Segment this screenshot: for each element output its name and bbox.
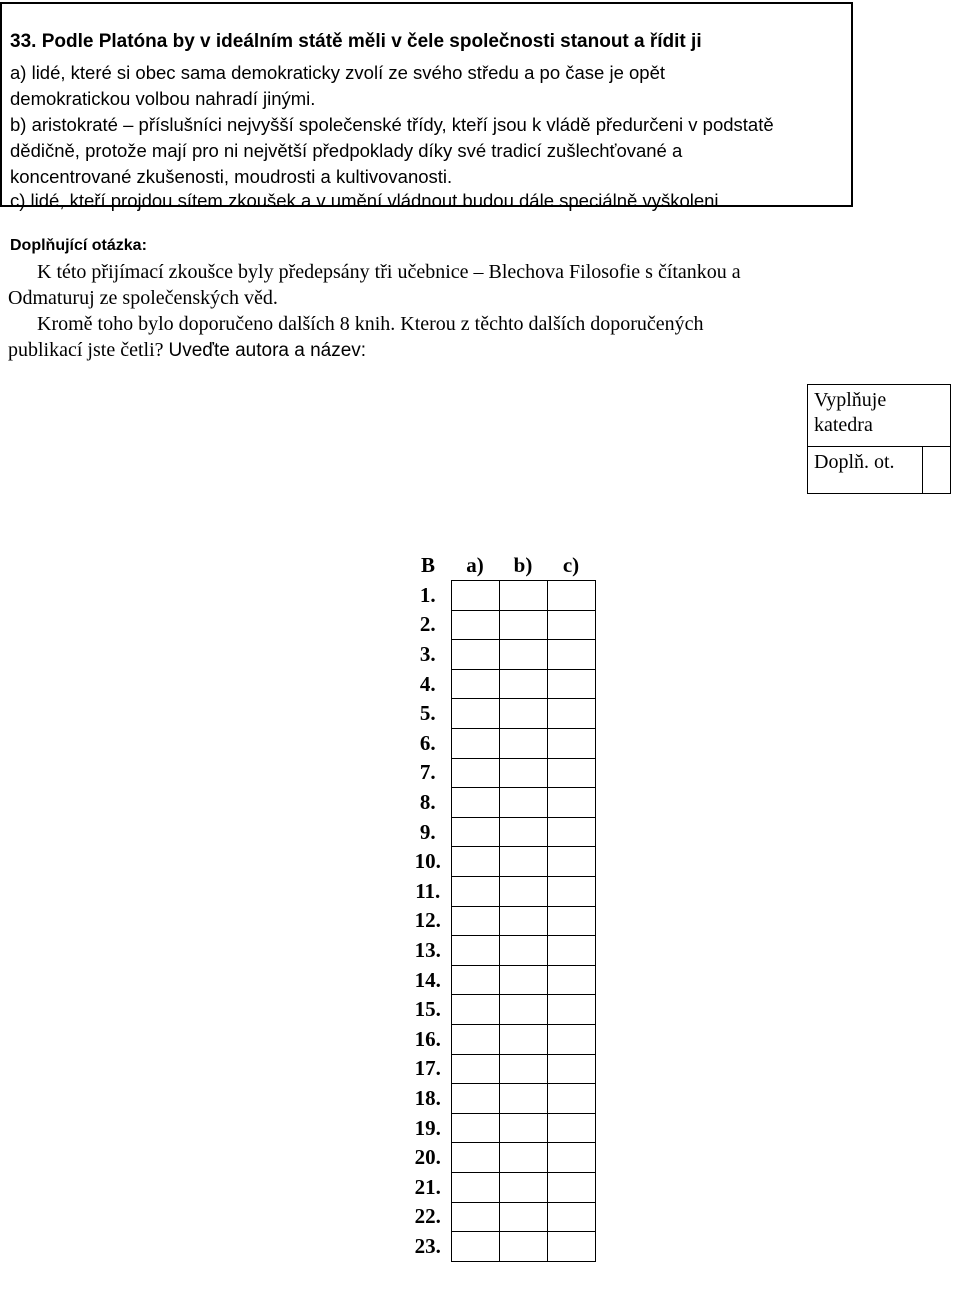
- katedra-header-line2: katedra: [814, 414, 873, 436]
- row-number: 23.: [414, 1233, 441, 1258]
- answer-cell-c[interactable]: [547, 581, 595, 611]
- answer-cell-b[interactable]: [499, 1143, 547, 1173]
- katedra-header-line1: Vyplňuje: [814, 389, 887, 411]
- answer-table-header-a: a): [466, 553, 484, 578]
- table-row: [405, 906, 595, 936]
- answer-table-header-row: [405, 551, 595, 581]
- table-row: [405, 1143, 595, 1173]
- answer-cell-c[interactable]: [547, 1143, 595, 1173]
- answer-cell-b[interactable]: [499, 610, 547, 640]
- table-row: [405, 640, 595, 670]
- answer-cell-c[interactable]: [547, 1172, 595, 1202]
- answer-cell-c[interactable]: [547, 640, 595, 670]
- answer-cell-c[interactable]: [547, 847, 595, 877]
- question-title: 33. Podle Platóna by v ideálním státě měli v čele společnosti stanout a řídit ji: [10, 31, 702, 52]
- answer-cell-c[interactable]: [547, 1113, 595, 1143]
- answer-cell-a[interactable]: [451, 669, 499, 699]
- katedra-row-label: Doplň. ot.: [808, 447, 923, 494]
- row-number: 4.: [419, 671, 436, 696]
- answer-cell-b[interactable]: [499, 936, 547, 966]
- answer-cell-a[interactable]: [451, 1232, 499, 1262]
- answer-cell-a[interactable]: [451, 1084, 499, 1114]
- table-row: [405, 581, 595, 611]
- answer-cell-c[interactable]: [547, 610, 595, 640]
- row-number: 9.: [419, 819, 436, 844]
- table-row: [405, 877, 595, 907]
- option-b-line1: b) aristokraté – příslušníci nejvyšší společenské třídy, kteří jsou k vládě předurčeni v podstatě: [10, 114, 774, 135]
- answer-table-header-c: c): [562, 553, 580, 578]
- answer-cell-c[interactable]: [547, 877, 595, 907]
- answer-cell-c[interactable]: [547, 1202, 595, 1232]
- row-number: 7.: [419, 760, 436, 785]
- answer-cell-b[interactable]: [499, 906, 547, 936]
- option-c-line1: c) lidé, kteří projdou sítem zkoušek a v umění vládnout budou dále speciálně vyškoleni.: [10, 190, 724, 211]
- row-number: 20.: [414, 1145, 441, 1170]
- row-number: 19.: [414, 1115, 441, 1140]
- answer-cell-a[interactable]: [451, 640, 499, 670]
- table-row: [405, 610, 595, 640]
- answer-cell-c[interactable]: [547, 729, 595, 759]
- answer-cell-a[interactable]: [451, 729, 499, 759]
- answer-cell-c[interactable]: [547, 906, 595, 936]
- answer-cell-a[interactable]: [451, 1025, 499, 1055]
- answer-cell-a[interactable]: [451, 581, 499, 611]
- answer-cell-a[interactable]: [451, 995, 499, 1025]
- table-row: [405, 699, 595, 729]
- table-row: [405, 995, 595, 1025]
- answer-cell-a[interactable]: [451, 788, 499, 818]
- answer-cell-c[interactable]: [547, 1025, 595, 1055]
- row-number: 11.: [415, 878, 441, 903]
- answer-cell-c[interactable]: [547, 817, 595, 847]
- answer-cell-b[interactable]: [499, 699, 547, 729]
- table-row: [405, 1084, 595, 1114]
- answer-cell-b[interactable]: [499, 1202, 547, 1232]
- row-number: 15.: [414, 997, 441, 1022]
- answer-cell-c[interactable]: [547, 995, 595, 1025]
- row-number: 3.: [419, 642, 436, 667]
- row-number: 13.: [414, 938, 441, 963]
- supplementary-p2-line2-a: publikací jste četli?: [8, 339, 169, 361]
- answer-cell-b[interactable]: [499, 788, 547, 818]
- katedra-row-value-field[interactable]: [923, 447, 951, 494]
- answer-cell-b[interactable]: [499, 1025, 547, 1055]
- row-number: 5.: [419, 701, 436, 726]
- answer-cell-b[interactable]: [499, 965, 547, 995]
- table-row: [405, 936, 595, 966]
- answer-cell-b[interactable]: [499, 877, 547, 907]
- row-number: 14.: [414, 967, 441, 992]
- answer-cell-b[interactable]: [499, 640, 547, 670]
- table-row: [405, 817, 595, 847]
- answer-cell-b[interactable]: [499, 1054, 547, 1084]
- answer-cell-b[interactable]: [499, 1113, 547, 1143]
- answer-table: [405, 551, 596, 1262]
- table-row: [405, 847, 595, 877]
- answer-cell-a[interactable]: [451, 758, 499, 788]
- table-row: [405, 729, 595, 759]
- row-number: 10.: [414, 849, 441, 874]
- answer-cell-c[interactable]: [547, 1054, 595, 1084]
- table-row: [405, 758, 595, 788]
- answer-cell-b[interactable]: [499, 847, 547, 877]
- supplementary-p1-line2: Odmaturuj ze společenských věd.: [8, 287, 278, 309]
- answer-cell-a[interactable]: [451, 936, 499, 966]
- table-row: [405, 1025, 595, 1055]
- katedra-header: [808, 385, 951, 447]
- answer-cell-a[interactable]: [451, 610, 499, 640]
- answer-table-header-b-option: b): [513, 553, 533, 578]
- row-number: 6.: [419, 730, 436, 755]
- table-row: [405, 788, 595, 818]
- question-box: [0, 2, 853, 211]
- answer-cell-c[interactable]: [547, 965, 595, 995]
- option-a-line1: a) lidé, které si obec sama demokraticky zvolí ze svého středu a po čase je opět: [10, 62, 666, 83]
- answer-table-header-b: B: [420, 553, 435, 578]
- answer-cell-b[interactable]: [499, 669, 547, 699]
- table-row: [405, 1202, 595, 1232]
- answer-cell-a[interactable]: [451, 965, 499, 995]
- answer-cell-a[interactable]: [451, 1054, 499, 1084]
- answer-cell-b[interactable]: [499, 729, 547, 759]
- supplementary-label: Doplňující otázka:: [10, 237, 147, 254]
- answer-cell-b[interactable]: [499, 1084, 547, 1114]
- row-number: 1.: [419, 582, 436, 607]
- row-number: 22.: [414, 1204, 441, 1229]
- answer-cell-c[interactable]: [547, 788, 595, 818]
- answer-cell-b[interactable]: [499, 817, 547, 847]
- row-number: 21.: [414, 1174, 441, 1199]
- answer-cell-a[interactable]: [451, 1202, 499, 1232]
- answer-cell-b[interactable]: [499, 1172, 547, 1202]
- option-b-line2: dědičně, protože mají pro ni největší předpoklady díky své tradicí zušlechťované a: [10, 140, 683, 161]
- table-row: [405, 669, 595, 699]
- answer-cell-c[interactable]: [547, 758, 595, 788]
- answer-cell-c[interactable]: [547, 699, 595, 729]
- row-number: 8.: [419, 790, 436, 815]
- row-number: 18.: [414, 1085, 441, 1110]
- row-number: 2.: [419, 612, 436, 637]
- answer-cell-c[interactable]: [547, 669, 595, 699]
- answer-cell-b[interactable]: [499, 995, 547, 1025]
- answer-cell-a[interactable]: [451, 847, 499, 877]
- option-a-line2: demokratickou volbou nahradí jinými.: [10, 88, 316, 109]
- table-row: [405, 1113, 595, 1143]
- row-number: 12.: [414, 908, 441, 933]
- table-row: [405, 1172, 595, 1202]
- table-row: [405, 1232, 595, 1262]
- answer-cell-a[interactable]: [451, 817, 499, 847]
- katedra-box: [807, 384, 951, 494]
- supplementary-p2-line2-b: Uveďte autora a název:: [168, 340, 367, 361]
- table-row: [405, 1054, 595, 1084]
- table-row: [405, 965, 595, 995]
- supplementary-p2-line1: Kromě toho bylo doporučeno dalších 8 knih. Kterou z těchto dalších doporučených: [37, 313, 704, 335]
- answer-cell-a[interactable]: [451, 1113, 499, 1143]
- supplementary-p1-line1: K této přijímací zkoušce byly předepsány tři učebnice – Blechova Filosofie s čítankou a: [37, 261, 741, 283]
- answer-cell-a[interactable]: [451, 1172, 499, 1202]
- answer-cell-a[interactable]: [451, 1143, 499, 1173]
- row-number: 16.: [414, 1026, 441, 1051]
- answer-cell-a[interactable]: [451, 906, 499, 936]
- option-b-line3: koncentrované zkušenosti, moudrosti a kultivovanosti.: [10, 166, 453, 187]
- row-number: 17.: [414, 1056, 441, 1081]
- answer-cell-b[interactable]: [499, 581, 547, 611]
- answer-cell-c[interactable]: [547, 1232, 595, 1262]
- answer-cell-a[interactable]: [451, 877, 499, 907]
- supplementary-p2-line2: [8, 340, 366, 360]
- answer-cell-b[interactable]: [499, 758, 547, 788]
- answer-cell-b[interactable]: [499, 1232, 547, 1262]
- answer-cell-c[interactable]: [547, 936, 595, 966]
- answer-cell-a[interactable]: [451, 699, 499, 729]
- answer-cell-c[interactable]: [547, 1084, 595, 1114]
